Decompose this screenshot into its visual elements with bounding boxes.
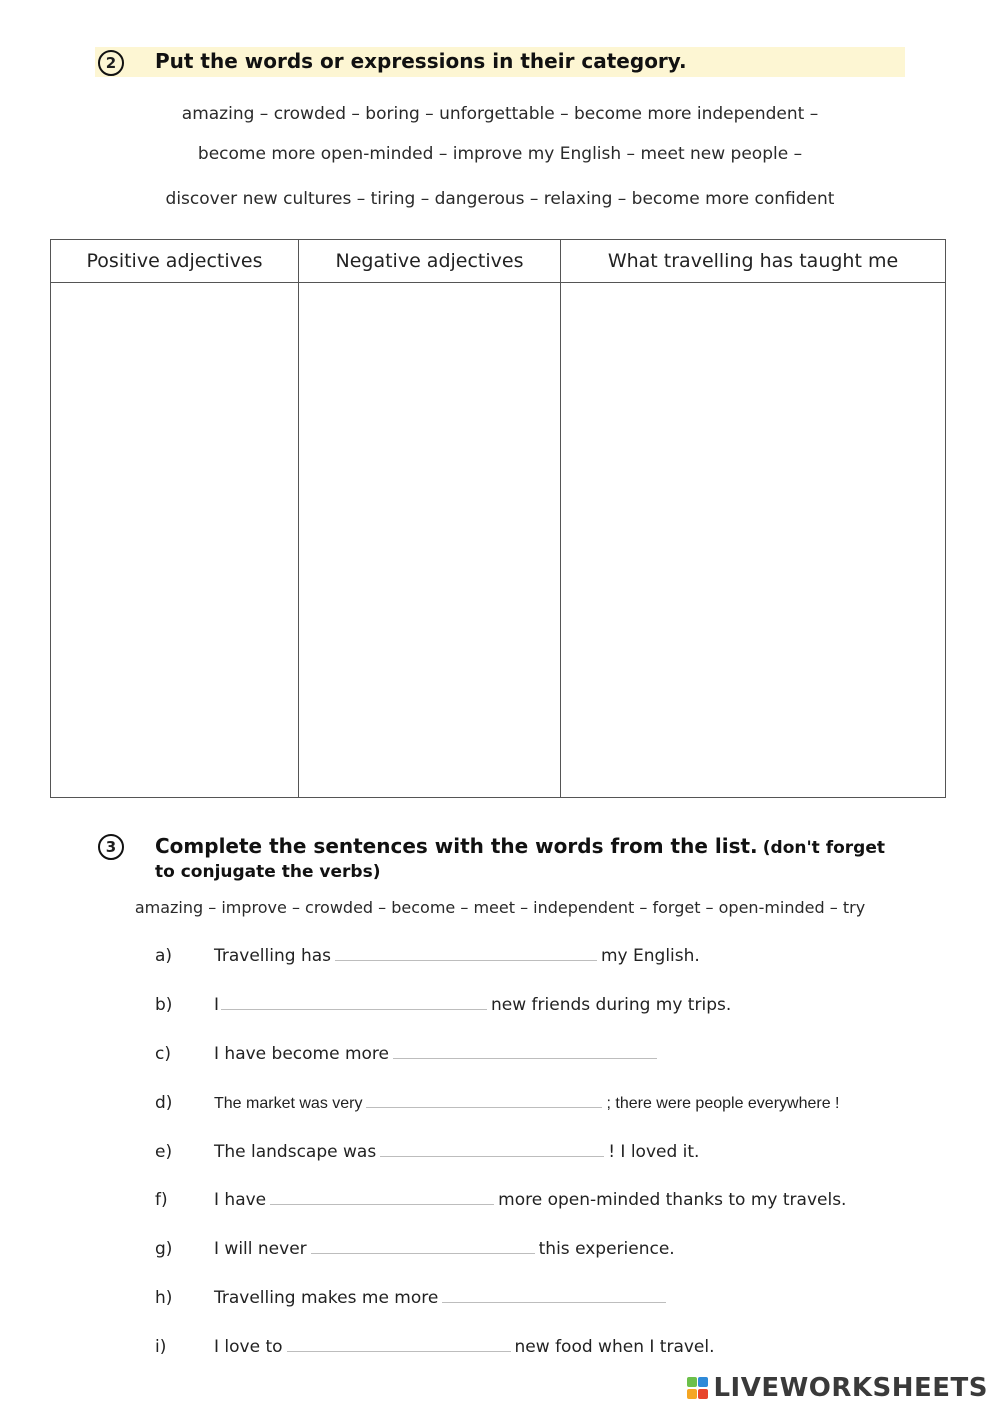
section3-word-list: amazing – improve – crowded – become – meet – independent – forget – open-minded – try [134, 898, 866, 917]
answer-blank-g[interactable] [311, 1239, 535, 1254]
answer-blank-a[interactable] [335, 946, 597, 961]
sentence-c [214, 1044, 661, 1064]
logo-text: LIVEWORKSHEETS [713, 1373, 988, 1403]
header-taught: What travelling has taught me [561, 240, 946, 283]
section2-title: Put the words or expressions in their category. [155, 49, 687, 73]
sentence-c-label: c) [155, 1044, 171, 1064]
sentence-g-before: I will never [214, 1239, 307, 1259]
sentence-a-after: my English. [601, 946, 700, 966]
sentence-e-after: ! I loved it. [608, 1142, 700, 1162]
sentence-f-before: I have [214, 1190, 267, 1210]
section3-title: Complete the sentences with the words from the list. [155, 834, 758, 858]
answer-blank-f[interactable] [270, 1190, 494, 1205]
category-table [50, 239, 946, 798]
sentence-e [214, 1142, 699, 1162]
sentence-h-before: Travelling makes me more [214, 1288, 439, 1308]
sentence-g-label: g) [155, 1239, 173, 1259]
sentence-f-label: f) [155, 1190, 168, 1210]
section2-word-line-3: discover new cultures – tiring – dangerous – relaxing – become more confident [165, 189, 835, 209]
sentence-e-label: e) [155, 1142, 173, 1162]
section2-word-line-2: become more open-minded – improve my English – meet new people – [197, 144, 803, 164]
sentence-b-after: new friends during my trips. [491, 995, 732, 1015]
sentence-b-before: I [214, 995, 220, 1015]
sentence-f-after: more open-minded thanks to my travels. [498, 1190, 847, 1210]
sentence-a-before: Travelling has [214, 946, 331, 966]
sentence-b [214, 995, 731, 1015]
sentence-c-before: I have become more [214, 1044, 389, 1064]
drop-zone-taught[interactable] [561, 283, 946, 798]
header-negative: Negative adjectives [299, 240, 561, 283]
answer-blank-i[interactable] [287, 1337, 511, 1352]
sentence-b-label: b) [155, 995, 173, 1015]
header-positive: Positive adjectives [51, 240, 299, 283]
answer-blank-d[interactable] [366, 1093, 602, 1108]
section3-heading [155, 832, 915, 890]
sentence-e-before: The landscape was [214, 1142, 377, 1162]
section2-word-line-1: amazing – crowded – boring – unforgettable – become more independent – [181, 104, 819, 124]
answer-blank-h[interactable] [442, 1288, 666, 1303]
section3-number: 3 [98, 834, 124, 860]
sentence-a-label: a) [155, 946, 173, 966]
answer-blank-b[interactable] [221, 995, 487, 1010]
section2-number: 2 [98, 50, 124, 76]
liveworksheets-logo[interactable] [687, 1373, 988, 1403]
sentence-d [214, 1093, 840, 1113]
sentence-i [214, 1337, 715, 1357]
sentence-d-label: d) [155, 1093, 173, 1113]
sentence-a [214, 946, 700, 966]
sentence-d-before: The market was very [214, 1095, 363, 1112]
answer-blank-e[interactable] [380, 1142, 604, 1157]
answer-blank-c[interactable] [393, 1044, 657, 1059]
sentence-d-after: ; there were people everywhere ! [606, 1095, 840, 1112]
section3-note-2: to conjugate the verbs) [155, 862, 381, 882]
drop-zone-negative[interactable] [299, 283, 561, 798]
sentence-i-before: I love to [214, 1337, 283, 1357]
sentence-h-label: h) [155, 1288, 173, 1308]
sentence-f [214, 1190, 846, 1210]
liveworksheets-logo-icon [687, 1377, 709, 1401]
sentence-g [214, 1239, 675, 1259]
section3-note-1: (don't forget [762, 838, 886, 858]
sentence-h [214, 1288, 670, 1308]
sentence-g-after: this experience. [538, 1239, 675, 1259]
sentence-i-after: new food when I travel. [514, 1337, 715, 1357]
sentence-i-label: i) [155, 1337, 167, 1357]
drop-zone-positive[interactable] [51, 283, 299, 798]
